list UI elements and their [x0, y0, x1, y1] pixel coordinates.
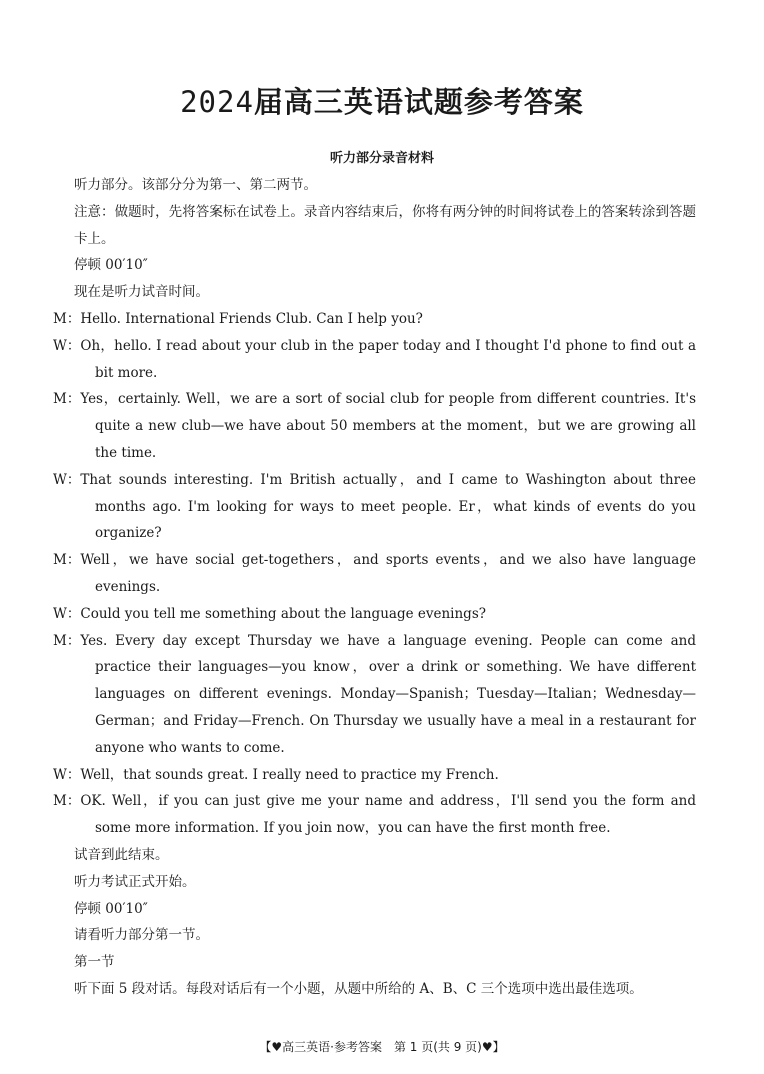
title-year: 2024: [180, 85, 254, 119]
page-footer: [0, 1038, 764, 1055]
dialogue-text: Oh，hello. I read about your club in the paper today and I thought I'd phone to find out a bit more.: [80, 337, 696, 381]
footer-bracket-close: 】: [492, 1040, 505, 1054]
section-heading: 第一节: [74, 954, 115, 971]
speaker-label: M：: [53, 552, 81, 569]
title-text: 届高三英语试题参考答案: [253, 85, 584, 119]
section-subtitle: 听力部分录音材料: [329, 151, 434, 166]
dialogue-text: Well，that sounds great. I really need to practice my French.: [80, 766, 499, 783]
document-body: [53, 172, 696, 1003]
dialogue-turn: [53, 467, 696, 547]
dialogue-text: Could you tell me something about the language evenings?: [80, 605, 486, 622]
dialogue-turn: [53, 386, 696, 466]
exam-start-line: 听力考试正式开始。: [74, 873, 196, 890]
dialogue-text: Well，we have social get-togethers，and sports events，and we also have language evenings.: [80, 552, 696, 595]
dialogue-turn: [53, 788, 696, 842]
speaker-label: M：: [53, 793, 81, 810]
heart-icon: ♥: [481, 1040, 493, 1054]
dialogue-turn: [53, 306, 696, 333]
test-end-line: 试音到此结束。: [74, 846, 169, 863]
footer-bracket-open: 【: [259, 1040, 272, 1054]
intro-line: 听力部分。该部分分为第一、第二两节。: [74, 177, 317, 193]
dialogue-text: That sounds interesting. I'm British actually，and I came to Washington about three months ago. I'm looking for ways to meet people. Er，what kinds of events do you organize?: [80, 471, 696, 542]
footer-text: 高三英语·参考答案 第 1 页(共 9 页): [282, 1040, 482, 1054]
dialogue-text: Yes，certainly. Well，we are a sort of social club for people from different countries. It's quite a new club—we have about 50 members at the moment，but we are growing all the time.: [80, 391, 696, 461]
speaker-label: W：: [53, 471, 81, 488]
speaker-label: W：: [53, 337, 81, 354]
dialogue-turn: [53, 547, 696, 601]
heart-icon: ♥: [271, 1040, 283, 1054]
dialogue-turn: [53, 601, 696, 628]
speaker-label: M：: [53, 310, 81, 327]
section-instruction-line: 请看听力部分第一节。: [74, 927, 209, 944]
pause-line: 停顿 00′10″: [74, 900, 148, 917]
speaker-label: M：: [53, 391, 81, 408]
dialogue-turn: [53, 628, 696, 762]
dialogue-text: Hello. International Friends Club. Can I help you?: [80, 310, 423, 327]
section-directions: 听下面 5 段对话。每段对话后有一个小题，从题中所给的 A、B、C 三个选项中选出最佳选项。: [74, 980, 643, 997]
speaker-label: W：: [53, 605, 81, 622]
speaker-label: M：: [53, 632, 81, 649]
dialogue-turn: [53, 333, 696, 387]
dialogue-turn: [53, 762, 696, 789]
test-audio-line: 现在是听力试音时间。: [74, 284, 209, 301]
dialogue-text: OK. Well，if you can just give me your name and address，I'll send you the form and some more information. If you join now，you can have the first month free.: [80, 793, 696, 837]
pause-line: 停顿 00′10″: [74, 257, 148, 274]
page-title: [0, 80, 764, 121]
speaker-label: W：: [53, 766, 81, 783]
notice-paragraph: 注意：做题时，先将答案标在试卷上。录音内容结束后，你将有两分钟的时间将试卷上的答案转涂到答题卡上。: [74, 203, 696, 247]
dialogue-text: Yes. Every day except Thursday we have a language evening. People can come and practice their languages—you know，over a drink or something. We have different languages on different evenings. Monday—Spanish；Tuesday—Italian；Wednesday—German；and Friday—French. On Thursday we usually have a meal in a restaurant for anyone who wants to come.: [80, 632, 696, 756]
